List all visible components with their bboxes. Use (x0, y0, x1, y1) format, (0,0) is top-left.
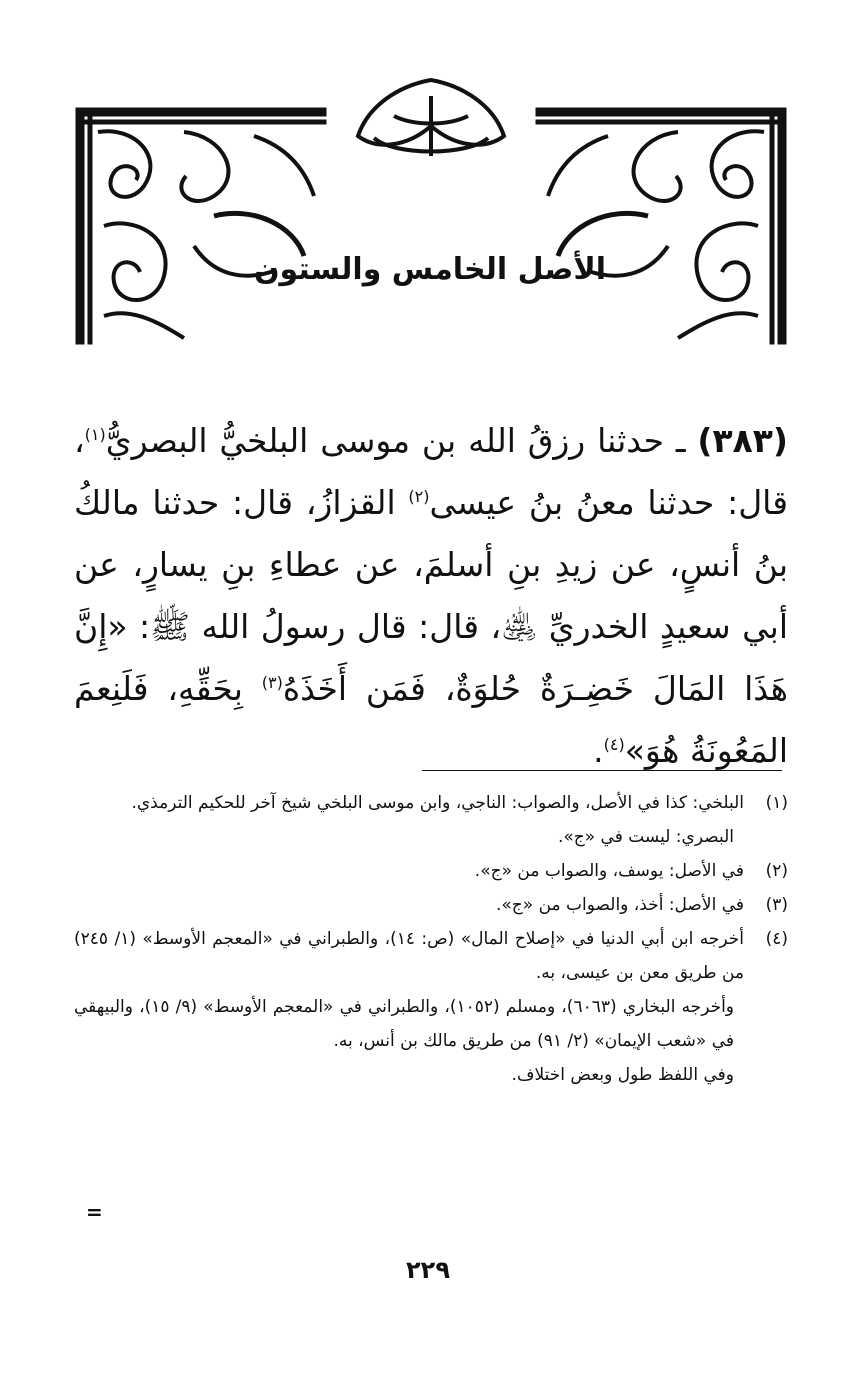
footnote-4 (74, 922, 788, 1092)
hadith-segment: بِحَقِّهِ، فَلَنِعمَ المَعُونَةُ هُوَ» (74, 669, 788, 770)
hadith-number: (٣٨٣) (697, 421, 788, 460)
footnote-continuation: البصري: ليست في «ج». (557, 827, 734, 847)
footnote-3 (74, 888, 788, 922)
hadith-segment: ، قال: حدثنا معنُ بنُ عيسى (74, 421, 789, 522)
hadith-segment: . (593, 731, 604, 770)
hadith-text (74, 410, 788, 782)
footnote-text: أخرجه ابن أبي الدنيا في «إصلاح المال» (ص: ١٤)، والطبراني في «المعجم الأوسط» (١/ ٢٤٥) من طريق معن بن عيسى، به. (74, 929, 745, 983)
right-ornament-frame (536, 108, 786, 344)
footnote-divider (422, 770, 782, 771)
footnote-ref[interactable]: (٣) (261, 673, 283, 692)
footnote-text: في الأصل: يوسف، والصواب من «ج». (474, 861, 744, 881)
footnote-number: (١) (765, 793, 788, 813)
continuation-mark: = (86, 1200, 103, 1224)
hadith-segment: ـ حدثنا رزقُ الله بن موسى البلخيُّ البصريُّ (105, 421, 698, 460)
footnote-number: (٢) (765, 861, 788, 881)
footnote-ref[interactable]: (٢) (408, 487, 430, 506)
page-number: ٢٢٩ (406, 1256, 450, 1284)
chapter-title: الأصل الخامس والستون (253, 252, 607, 287)
left-ornament-frame (76, 108, 326, 344)
header-ornament (74, 76, 788, 346)
footnote-ref[interactable]: (٤) (603, 735, 625, 754)
footnote-1 (74, 786, 788, 854)
footnote-continuation: وفي اللفظ طول وبعض اختلاف. (511, 1065, 734, 1085)
footnote-continuation: وأخرجه البخاري (٦٠٦٣)، ومسلم (١٠٥٢)، والطبراني في «المعجم الأوسط» (٩/ ١٥)، والبيهقي في «شعب الإيمان» (٢/ ٩١) من طريق مالك بن أنس، به. (74, 997, 735, 1051)
footnote-ref[interactable]: (١) (84, 425, 106, 444)
footnote-2 (74, 854, 788, 888)
footnote-number: (٤) (765, 929, 788, 949)
footnote-text: البلخي: كذا في الأصل، والصواب: الناجي، وابن موسى البلخي شيخ آخر للحكيم الترمذي. (131, 793, 744, 813)
footnote-number: (٣) (765, 895, 788, 915)
footnotes (74, 786, 788, 1092)
footnote-text: في الأصل: أخذ، والصواب من «ج». (495, 895, 744, 915)
center-medallion (358, 80, 504, 156)
hadith-segment: القزازُ، قال: حدثنا مالكُ بنُ أنسٍ، عن زيدِ بنِ أسلمَ، عن عطاءِ بنِ يسارٍ، عن أبي سعيدٍ الخدريِّ ﵁، قال: قال رسولُ الله ﷺ: «إِنَّ هَذَا المَالَ خَضِـرَةٌ حُلوَةٌ، فَمَن أَخَذَهُ (74, 483, 789, 708)
